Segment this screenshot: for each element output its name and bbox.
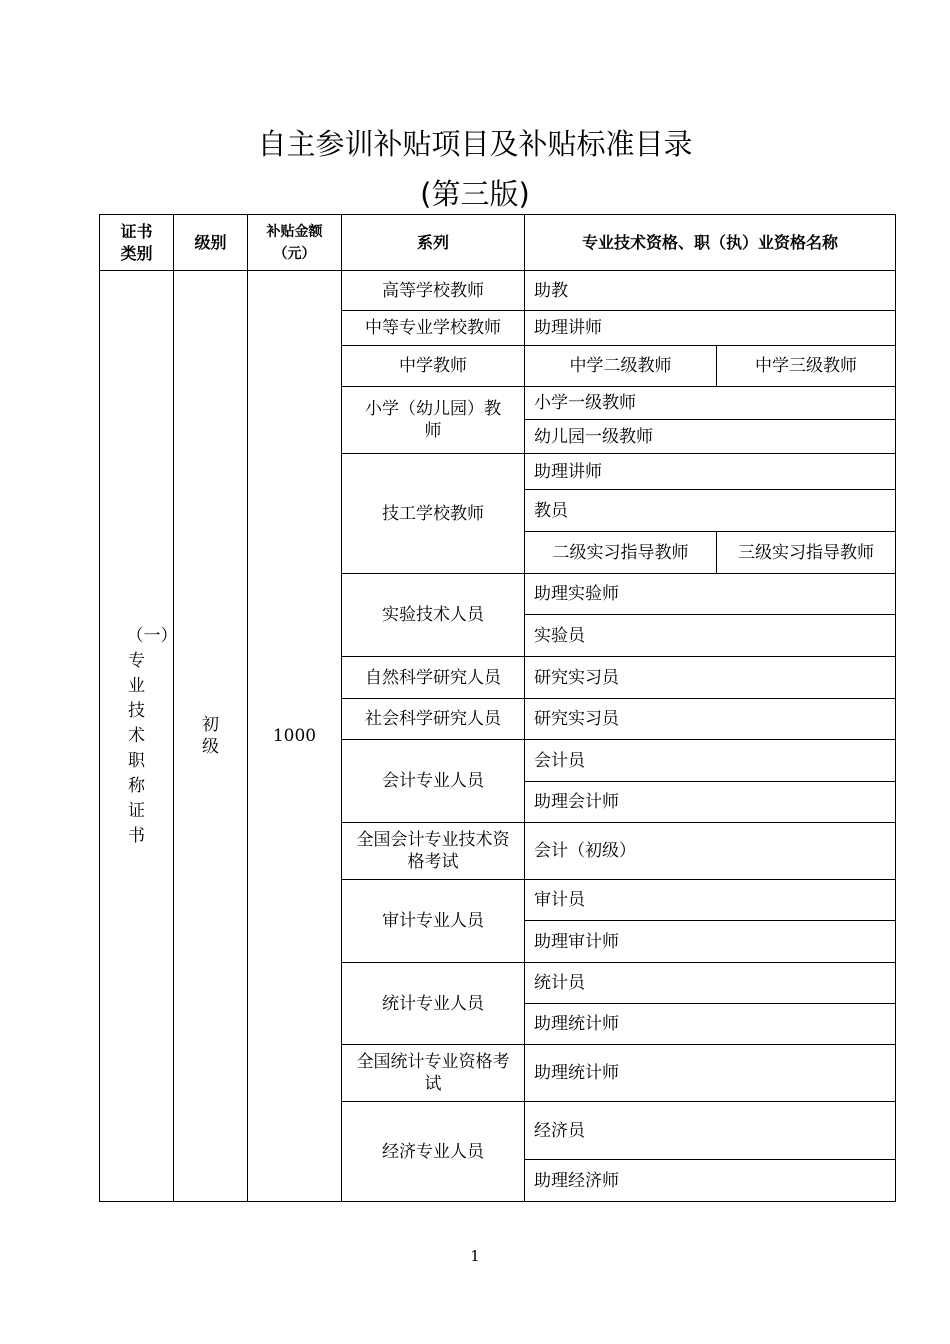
qualification-cell: 审计员 xyxy=(525,880,896,921)
series-cell: 统计专业人员 xyxy=(342,963,525,1045)
header-level: 级别 xyxy=(174,215,248,271)
page-number: 1 xyxy=(470,1247,480,1265)
series-cell: 全国会计专业技术资格考试 xyxy=(342,823,525,880)
series-cell: 中学教师 xyxy=(342,346,525,387)
qualification-cell: 助理讲师 xyxy=(525,311,896,346)
qualification-cell: 经济员 xyxy=(525,1102,896,1160)
qualification-cell: 幼儿园一级教师 xyxy=(525,420,896,454)
qualification-cell: 助教 xyxy=(525,271,896,311)
subsidy-table xyxy=(99,214,896,1202)
qualification-cell: 三级实习指导教师 xyxy=(717,532,896,574)
header-amount: 补贴金额（元） xyxy=(248,215,342,271)
qualification-cell: 教员 xyxy=(525,490,896,532)
series-cell: 自然科学研究人员 xyxy=(342,657,525,699)
series-cell: 技工学校教师 xyxy=(342,454,525,574)
qualification-cell: 研究实习员 xyxy=(525,657,896,699)
header-category: 证书类别 xyxy=(100,215,174,271)
series-cell: 社会科学研究人员 xyxy=(342,699,525,740)
qualification-cell: 助理审计师 xyxy=(525,921,896,963)
level-cell: 初级 xyxy=(174,271,248,1202)
qualification-cell: 二级实习指导教师 xyxy=(525,532,717,574)
table-header-row xyxy=(100,215,896,271)
series-cell: 经济专业人员 xyxy=(342,1102,525,1202)
series-cell: 全国统计专业资格考试 xyxy=(342,1045,525,1102)
series-cell: 会计专业人员 xyxy=(342,740,525,823)
header-series: 系列 xyxy=(342,215,525,271)
table-row xyxy=(100,271,896,311)
page-subtitle: (第三版) xyxy=(420,177,530,211)
series-cell: 中等专业学校教师 xyxy=(342,311,525,346)
qualification-cell: 实验员 xyxy=(525,615,896,657)
qualification-cell: 会计员 xyxy=(525,740,896,782)
series-cell: 审计专业人员 xyxy=(342,880,525,963)
series-cell: 高等学校教师 xyxy=(342,271,525,311)
series-cell: 小学（幼儿园）教师 xyxy=(342,387,525,454)
amount-cell: 1000 xyxy=(248,271,342,1202)
qualification-cell: 研究实习员 xyxy=(525,699,896,740)
qualification-cell: 会计（初级） xyxy=(525,823,896,880)
qualification-cell: 助理统计师 xyxy=(525,1004,896,1045)
qualification-cell: 助理讲师 xyxy=(525,454,896,490)
series-cell: 实验技术人员 xyxy=(342,574,525,657)
qualification-cell: 助理实验师 xyxy=(525,574,896,615)
qualification-cell: 助理统计师 xyxy=(525,1045,896,1102)
header-qualification: 专业技术资格、职（执）业资格名称 xyxy=(525,215,896,271)
qualification-cell: 统计员 xyxy=(525,963,896,1004)
qualification-cell: 中学三级教师 xyxy=(717,346,896,387)
qualification-cell: 助理经济师 xyxy=(525,1160,896,1202)
category-cell: （一）专业技术职称证书 xyxy=(100,271,174,1202)
qualification-cell: 中学二级教师 xyxy=(525,346,717,387)
page-title: 自主参训补贴项目及补贴标准目录 xyxy=(257,127,693,161)
qualification-cell: 小学一级教师 xyxy=(525,387,896,420)
qualification-cell: 助理会计师 xyxy=(525,782,896,823)
